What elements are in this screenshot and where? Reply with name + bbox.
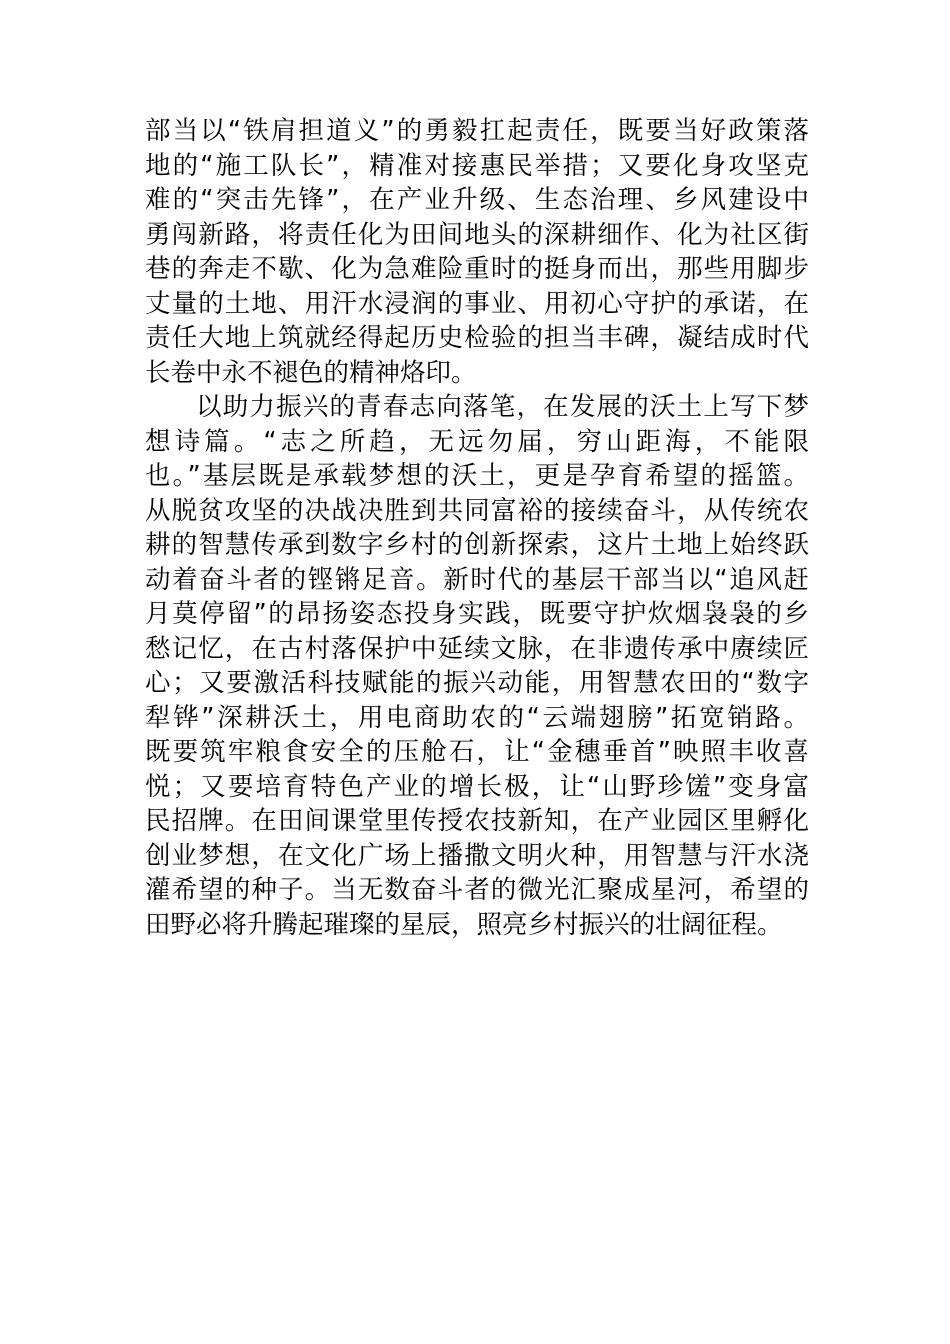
text-line: 民招牌。在田间课堂里传授农技新知，在产业园区里孵化	[145, 806, 809, 836]
paragraph-1	[145, 114, 809, 390]
text-line: 也。”基层既是承载梦想的沃土，更是孕育希望的摇篮。	[145, 461, 809, 491]
text-line: 勇闯新路，将责任化为田间地头的深耕细作、化为社区街	[145, 219, 809, 250]
text-line: 悦；又要培育特色产业的增长极，让“山野珍馐”变身富	[145, 771, 809, 802]
text-line: 既要筑牢粮食安全的压舱石，让“金穗垂首”映照丰收喜	[145, 737, 809, 767]
text-line: 部当以“铁肩担道义”的勇毅扛起责任，既要当好政策落	[145, 116, 809, 146]
text-line: 想诗篇。“志之所趋，无远勿届，穷山距海，不能限	[145, 426, 809, 457]
text-line: 丈量的土地、用汗水浸润的事业、用初心守护的承诺，在	[145, 288, 809, 319]
text-line: 犁铧”深耕沃土，用电商助农的“云端翅膀”拓宽销路。	[145, 702, 809, 733]
text-line: 心；又要激活科技赋能的振兴动能，用智慧农田的“数字	[145, 668, 809, 698]
text-line: 难的“突击先锋”，在产业升级、生态治理、乡风建设中	[145, 185, 809, 215]
text-line: 创业梦想，在文化广场上播撒文明火种，用智慧与汗水浇	[145, 840, 809, 871]
text-line: 月莫停留”的昂扬姿态投身实践，既要守护炊烟袅袅的乡	[145, 599, 809, 629]
text-line: 巷的奔走不歇、化为急难险重时的挺身而出，那些用脚步	[145, 254, 809, 284]
text-line: 从脱贫攻坚的决战决胜到共同富裕的接续奋斗，从传统农	[145, 495, 809, 526]
text-line: 愁记忆，在古村落保护中延续文脉，在非遗传承中赓续匠	[145, 633, 809, 664]
text-line: 田野必将升腾起璀璨的星辰，照亮乡村振兴的壮阔征程。	[145, 909, 783, 940]
text-line: 地的“施工队长”，精准对接惠民举措；又要化身攻坚克	[145, 150, 809, 181]
text-line: 耕的智慧传承到数字乡村的创新探索，这片土地上始终跃	[145, 530, 809, 560]
paragraph-2	[145, 390, 809, 942]
text-line: 责任大地上筑就经得起历史检验的担当丰碑，凝结成时代	[145, 323, 809, 353]
body-text	[145, 114, 809, 942]
text-line: 动着奋斗者的铿锵足音。新时代的基层干部当以“追风赶	[145, 564, 809, 595]
text-line: 以助力振兴的青春志向落笔，在发展的沃土上写下梦	[196, 392, 809, 422]
text-line: 长卷中永不褪色的精神烙印。	[145, 357, 477, 388]
text-line: 灌希望的种子。当无数奋斗者的微光汇聚成星河，希望的	[145, 875, 809, 905]
